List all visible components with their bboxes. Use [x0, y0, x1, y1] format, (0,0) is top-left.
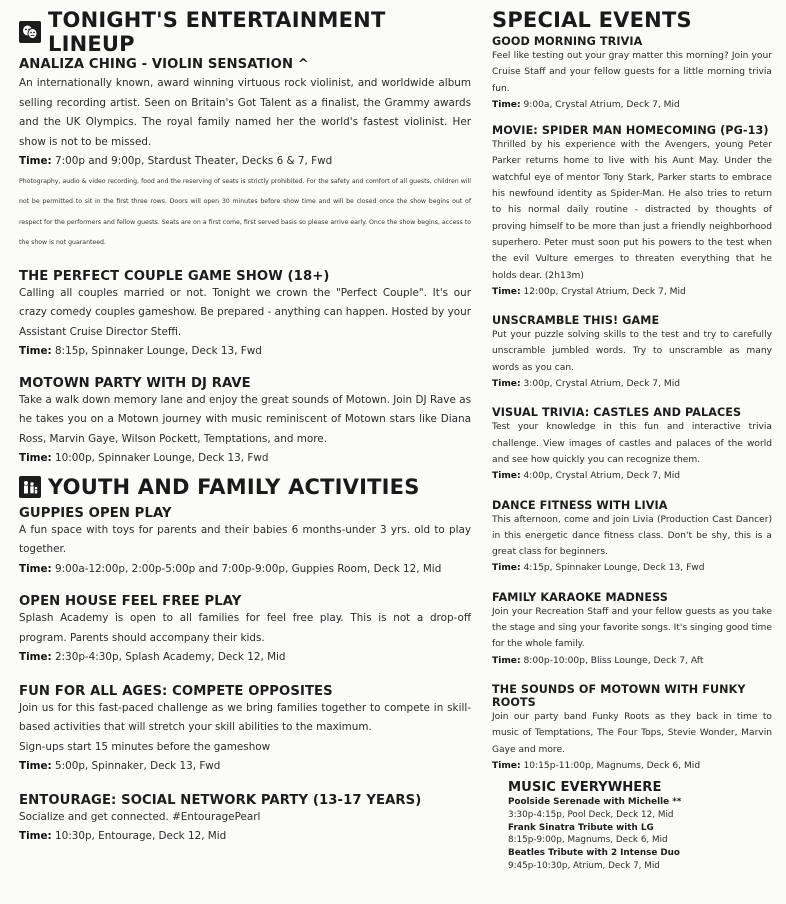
time-label: Time: — [492, 760, 521, 771]
event-analiza-ching — [19, 57, 471, 254]
time-label: Time: — [492, 286, 521, 297]
event-title: MOVIE: SPIDER MAN HOMECOMING (PG-13) — [492, 124, 769, 138]
music-item-time: 3:30p-4:15p, Pool Deck, Deck 12, Mid — [508, 809, 674, 820]
music-everywhere — [508, 780, 772, 872]
event-description: Calling all couples married or not. Tonight we crown the "Perfect Couple". It's our crazy comedy couples gameshow. Be prepared - anything can happen. Hosted by your Assistant Cruise Director Steffi. — [19, 286, 471, 338]
event-description: Test your knowledge in this fun and interactive trivia challenge. View images of castles and palaces of the world and see how quickly you can recognize them. — [492, 422, 772, 465]
event-title: FAMILY KARAOKE MADNESS — [492, 590, 668, 604]
event-description: Splash Academy is open to all families for feel free play. This is not a drop-off program. Parents should accompany their kids. — [19, 612, 471, 644]
youth-section-title — [19, 475, 471, 499]
event-description: Take a walk down memory lane and enjoy the great sounds of Motown. Join DJ Rave as he takes you on a Motown journey with music reminiscent of Motown stars like Diana Ross, Marvin Gaye, Wilson Pockett, Temptations, and more. — [19, 393, 471, 445]
event-description: Thrilled by his experience with the Avengers, young Peter Parker returns home to live with his Aunt May. Under the watchful eye of mentor Tony Stark, Parker starts to embrace his newfound identity as Spider-Man. He also tries to return to his normal daily routine - distracted by thoughts of proving himself to be more than just a friendly neighborhood superhero. Peter must soon put his powers to the test when the evil Vulture emerges to threaten everything that he holds dear. (2h13m) — [492, 140, 772, 281]
family-icon — [19, 476, 41, 498]
time-label: Time: — [19, 562, 52, 575]
right-column — [492, 8, 772, 872]
time-label: Time: — [492, 563, 521, 574]
event-time — [19, 342, 471, 362]
event-perfect-couple — [19, 269, 471, 362]
time-label: Time: — [19, 452, 52, 464]
time-value: 10:30p, Entourage, Deck 12, Mid — [55, 830, 227, 842]
time-value: 4:00p, Crystal Atrium, Deck 7, Mid — [523, 471, 681, 482]
entertainment-title-text: TONIGHT'S ENTERTAINMENT LINEUP — [48, 8, 386, 56]
time-label: Time: — [19, 345, 52, 357]
time-value: 5:00p, Spinnaker, Deck 13, Fwd — [55, 760, 221, 772]
event-title: UNSCRAMBLE THIS! GAME — [492, 314, 660, 328]
music-item — [508, 847, 772, 872]
event-time — [19, 827, 471, 847]
time-label: Time: — [19, 760, 52, 772]
time-value: 4:15p, Spinnaker Lounge, Deck 13, Fwd — [523, 563, 705, 574]
event-guppies-open-play — [19, 506, 471, 580]
event-description: A fun space with toys for parents and their babies 6 months-under 3 yrs. old to play together. — [19, 523, 471, 555]
event-title: ANALIZA CHING - VIOLIN SENSATION ^ — [19, 57, 309, 72]
event-description: Socialize and get connected. #EntouragePearl — [19, 810, 261, 823]
time-value: 9:00a, Crystal Atrium, Deck 7, Mid — [523, 99, 680, 110]
event-title: FUN FOR ALL AGES: COMPETE OPPOSITES — [19, 683, 333, 699]
event-time — [492, 284, 772, 300]
event-sounds-of-motown — [492, 683, 772, 774]
music-item — [508, 822, 772, 847]
music-item-name: Poolside Serenade with Michelle ** — [508, 797, 682, 808]
event-title: THE SOUNDS OF MOTOWN WITH FUNKY ROOTS — [492, 682, 746, 709]
event-description: Put your puzzle solving skills to the test and try to carefully unscramble jumbled words. Try to unscramble as many words as you can. — [492, 330, 772, 373]
event-time — [19, 152, 471, 172]
music-item — [508, 796, 772, 821]
special-events-title-text: SPECIAL EVENTS — [492, 8, 692, 32]
youth-title-text: YOUTH AND FAMILY ACTIVITIES — [48, 474, 420, 499]
time-value: 9:00a-12:00p, 2:00p-5:00p and 7:00p-9:00p, Guppies Room, Deck 12, Mid — [55, 562, 442, 575]
music-item-name: Beatles Tribute with 2 Intense Duo — [508, 847, 680, 858]
time-value: 7:00p and 9:00p, Stardust Theater, Decks 6 & 7, Fwd — [55, 155, 333, 167]
event-good-morning-trivia — [492, 35, 772, 113]
entertainment-section-title — [19, 8, 471, 56]
event-title: MOTOWN PARTY WITH DJ RAVE — [19, 375, 251, 391]
event-description: Join us for this fast-paced challenge as we bring families together to compete in skill-based activities that will stretch your skill abilities to the maximum. — [19, 701, 471, 733]
time-label: Time: — [19, 830, 52, 842]
time-label: Time: — [492, 99, 521, 110]
event-time — [19, 648, 471, 668]
event-entourage-party — [19, 793, 471, 847]
event-unscramble-game — [492, 314, 772, 392]
time-value: 8:15p, Spinnaker Lounge, Deck 13, Fwd — [55, 345, 262, 357]
event-time — [492, 376, 772, 392]
event-description: Join our party band Funky Roots as they back in time to music of Temptations, The Four Tops, Stevie Wonder, Marvin Gaye and more. — [492, 711, 772, 755]
time-label: Time: — [492, 655, 521, 666]
event-time — [492, 97, 772, 113]
music-item-time: 8:15p-9:00p, Magnums, Deck 6, Mid — [508, 835, 668, 846]
music-everywhere-title: MUSIC EVERYWHERE — [508, 780, 662, 796]
event-title: GOOD MORNING TRIVIA — [492, 35, 643, 48]
event-dance-fitness — [492, 499, 772, 577]
event-title: VISUAL TRIVIA: CASTLES AND PALACES — [492, 406, 742, 420]
event-note: Photography, audio & video recording, food and the reserving of seats is strictly prohibited. For the safety and comfort of all guests, children will not be permitted to sit in the first three rows. Doors will open 30 minutes before show time and will be closed once the show begins out of respect for the performers and fellow guests. Seats are on a first come, first served basis so please arrive early. Once the show begins, access to the show is not guaranteed. — [19, 177, 471, 246]
time-value: 3:00p, Crystal Atrium, Deck 7, Mid — [523, 379, 681, 390]
theater-masks-icon — [19, 21, 41, 43]
event-signup-note: Sign-ups start 15 minutes before the gameshow — [19, 740, 271, 753]
special-events-section-title — [492, 8, 772, 32]
time-label: Time: — [492, 379, 521, 390]
event-time — [19, 449, 471, 469]
event-motown-party — [19, 376, 471, 469]
music-item-name: Frank Sinatra Tribute with LG — [508, 822, 654, 833]
left-column — [19, 8, 471, 847]
time-value: 10:00p, Spinnaker Lounge, Deck 13, Fwd — [55, 452, 269, 464]
event-spider-man-movie — [492, 124, 772, 300]
event-time — [492, 560, 772, 576]
event-family-karaoke — [492, 591, 772, 669]
event-title: DANCE FITNESS WITH LIVIA — [492, 498, 668, 512]
time-value: 8:00p-10:00p, Bliss Lounge, Deck 7, Aft — [523, 655, 704, 666]
event-open-house — [19, 594, 471, 668]
time-label: Time: — [19, 651, 52, 663]
time-value: 10:15p-11:00p, Magnums, Deck 6, Mid — [523, 760, 701, 771]
event-description: This afternoon, come and join Livia (Production Cast Dancer) in this energetic dance fitness class. Don't be shy, this is a great class for beginners. — [492, 514, 772, 558]
time-value: 2:30p-4:30p, Splash Academy, Deck 12, Mid — [55, 651, 286, 663]
event-time — [19, 757, 471, 777]
event-title: THE PERFECT COUPLE GAME SHOW (18+) — [19, 268, 330, 284]
event-title: GUPPIES OPEN PLAY — [19, 505, 172, 521]
event-time — [492, 653, 772, 669]
time-value: 12:00p, Crystal Atrium, Deck 7, Mid — [523, 286, 686, 297]
event-time — [19, 560, 471, 580]
time-label: Time: — [19, 155, 52, 167]
event-title: ENTOURAGE: SOCIAL NETWORK PARTY (13-17 YEARS) — [19, 792, 422, 808]
event-title: OPEN HOUSE FEEL FREE PLAY — [19, 594, 242, 609]
event-time — [492, 758, 772, 774]
event-compete-opposites — [19, 684, 471, 777]
event-description: Feel like testing out your gray matter this morning? Join your Cruise Staff and your fellow guests for a little morning trivia fun. — [492, 51, 772, 94]
event-description: Join your Recreation Staff and your fellow guests as you take the stage and sing your favorite songs. It's singing good time for the whole family. — [492, 606, 772, 650]
music-item-time: 9:45p-10:30p, Atrium, Deck 7, Mid — [508, 860, 660, 871]
event-visual-trivia — [492, 406, 772, 484]
event-time — [492, 468, 772, 484]
event-description: An internationally known, award winning virtuous rock violinist, and worldwide album selling recording artist. Seen on Britain's Got Talent as a finalist, the Grammy awards and the UK Olympics. The royal family named her the world's fastest violinist. Her show is not to be missed. — [19, 77, 471, 148]
time-label: Time: — [492, 471, 521, 482]
